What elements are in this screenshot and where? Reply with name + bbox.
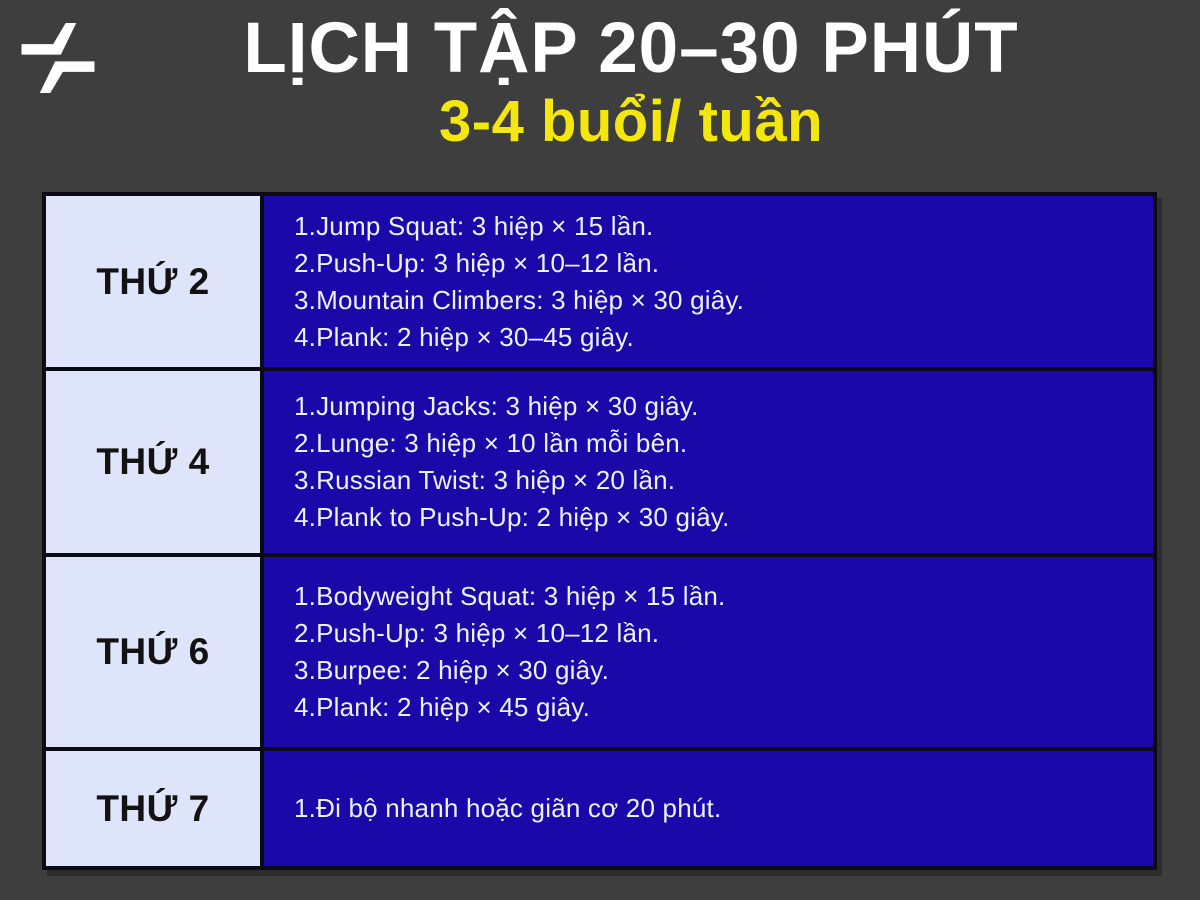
day-cell-thu-6 (46, 557, 260, 747)
exercise-item: Push-Up: 3 hiệp × 10–12 lần. (316, 247, 660, 278)
exercise-list (294, 790, 721, 827)
day-cell-thu-4 (46, 371, 260, 553)
exercise-item: Lunge: 3 hiệp × 10 lần mỗi bên. (316, 428, 688, 458)
workout-table (42, 192, 1157, 870)
day-label: THỨ 2 (96, 260, 210, 302)
page-subtitle: 3-4 buổi/ tuần (439, 88, 823, 154)
exercise-item: Russian Twist: 3 hiệp × 20 lần. (316, 465, 676, 495)
day-label: THỨ 6 (96, 631, 210, 672)
day-label: THỨ 4 (96, 441, 210, 482)
exercise-cell-thu-6 (264, 557, 1153, 747)
exercise-item: Plank: 2 hiệp × 30–45 giây. (316, 321, 634, 352)
page-title: LỊCH TẬP 20–30 PHÚT (243, 9, 1019, 88)
exercise-item: Jumping Jacks: 3 hiệp × 30 giây. (316, 391, 699, 421)
exercise-item: Plank: 2 hiệp × 45 giây. (316, 692, 590, 722)
exercise-list (294, 388, 730, 536)
exercise-cell-thu-7 (264, 751, 1153, 866)
exercise-cell-thu-2 (264, 196, 1153, 367)
day-cell-thu-7 (46, 751, 260, 866)
exercise-cell-thu-4 (264, 371, 1153, 553)
exercise-item: Jump Squat: 3 hiệp × 15 lần. (316, 210, 654, 241)
exercise-item: Burpee: 2 hiệp × 30 giây. (316, 655, 610, 685)
day-label: THỨ 7 (96, 787, 210, 829)
exercise-item: Đi bộ nhanh hoặc giãn cơ 20 phút. (316, 793, 722, 823)
day-cell-thu-2 (46, 196, 260, 367)
exercise-item: Plank to Push-Up: 2 hiệp × 30 giây. (316, 502, 730, 532)
header (0, 9, 1200, 154)
exercise-list (294, 208, 744, 356)
exercise-item: Mountain Climbers: 3 hiệp × 30 giây. (316, 284, 745, 315)
exercise-item: Bodyweight Squat: 3 hiệp × 15 lần. (316, 581, 726, 611)
exercise-list (294, 578, 725, 726)
exercise-item: Push-Up: 3 hiệp × 10–12 lần. (316, 618, 660, 648)
